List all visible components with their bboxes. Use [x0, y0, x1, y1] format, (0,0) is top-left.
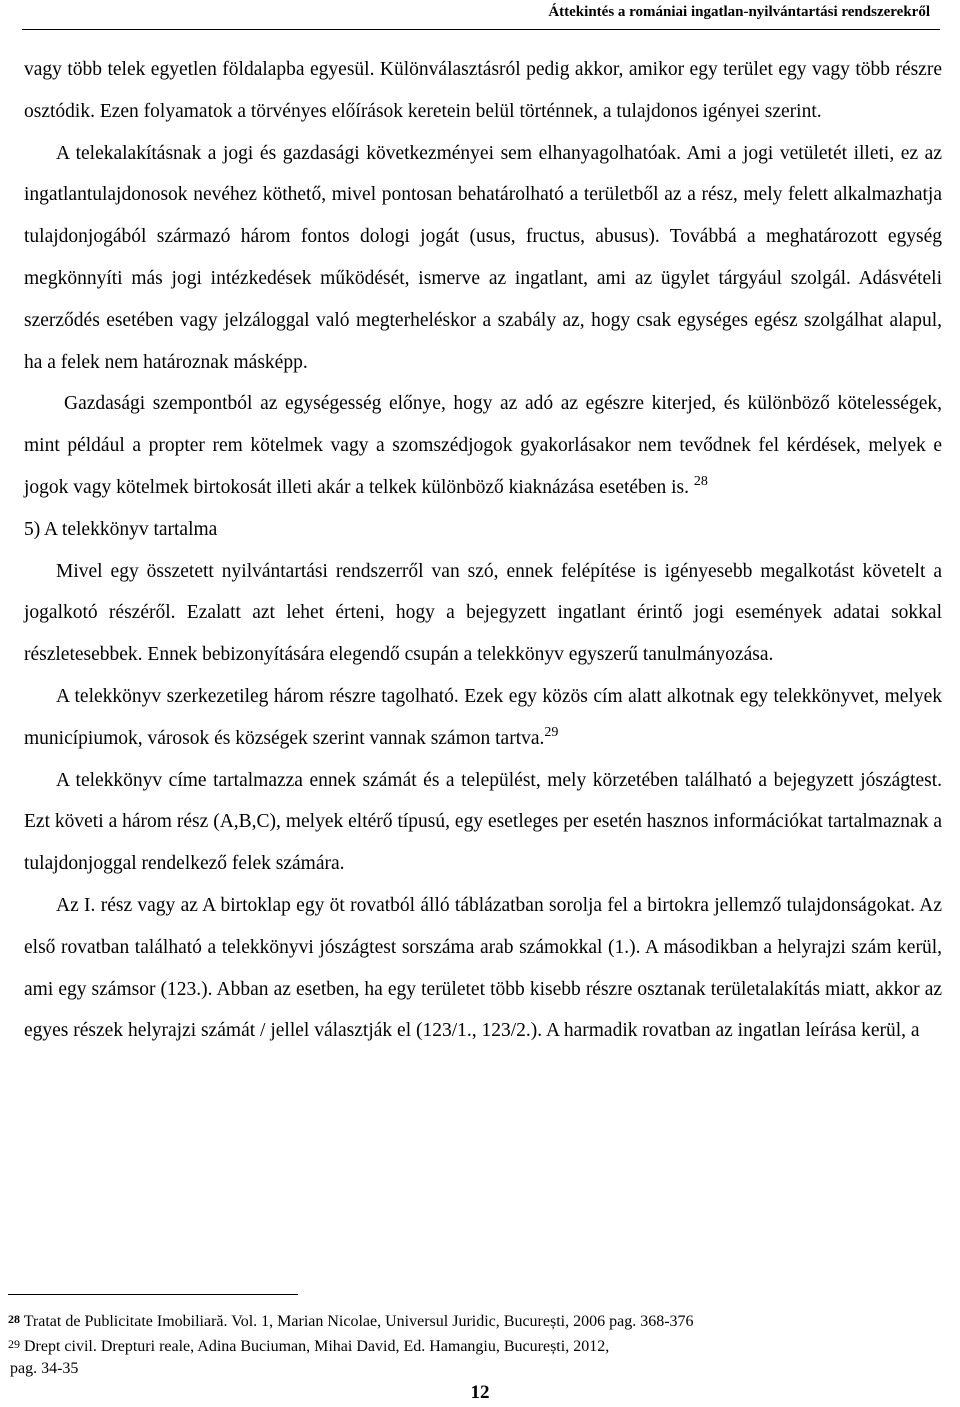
footnote: [8, 1333, 948, 1358]
main-text: [24, 49, 942, 1052]
page-number: 12: [470, 1382, 490, 1403]
footnote-text: Drept civil. Drepturi reale, Adina Buciuman, Mihai David, Ed. Hamangiu, București, 2012,: [24, 1338, 610, 1355]
paragraph: Az I. rész vagy az A birtoklap egy öt rovatból álló táblázatban sorolja fel a birtokra jellemző tulajdonságokat. Az első rovatban található a telekkönyvi jószágtest sorszáma arab számokkal (1.). A másodikban a helyrajzi szám kerül, ami egy számsor (123.). Abban az esetben, ha egy területet több kisebb részre osztanak területalakítás miatt, akkor az egyes részek helyrajzi számát / jellel választják el (123/1., 123/2.). A harmadik rovatban az ingatlan leírása kerül, a: [24, 894, 942, 1042]
running-header: Áttekintés a romániai ingatlan-nyilvántartási rendszerekről: [548, 4, 930, 20]
footnote-number: 28: [8, 1312, 20, 1326]
paragraph-text: Gazdasági szempontból az egységesség előnye, hogy az adó az egészre kiterjed, és különböző kötelességek, mint például a propter rem kötelmek vagy a szomszédjogok gyakorlásakor nem tevődnek fel kérdések, melyek e jogok vagy kötelmek birtokosát illeti akár a telkek különböző kiaknázása esetében is.: [24, 393, 942, 498]
paragraph-text: A telekkönyv szerkezetileg három részre tagolható. Ezek egy közös cím alatt alkotnak egy telekkönyvet, melyek municípiumok, városok és községek szerint vannak számon tartva.: [24, 685, 942, 749]
header-rule: [22, 29, 940, 30]
footnotes: [8, 1308, 948, 1380]
paragraph: [24, 383, 942, 508]
section-heading: 5) A telekkönyv tartalma: [24, 518, 218, 540]
footnote-ref: 29: [544, 724, 559, 740]
paragraph: vagy több telek egyetlen földalapba egyesül. Különválasztásról pedig akkor, amikor egy terület egy vagy több részre osztódik. Ezen folyamatok a törvényes előírások keretein belül történnek, a tulajdonos igényei szerint.: [24, 59, 942, 122]
paragraph: [24, 676, 942, 760]
footnote: [8, 1308, 948, 1333]
paragraph: A telekkönyv címe tartalmazza ennek számát és a települést, mely körzetében található a bejegyzett jószágtest. Ezt követi a három rész (A,B,C), melyek eltérő típusú, egy esetleges per esetén hasznos információkat tartalmaznak a tulajdonjoggal rendelkező felek számára.: [24, 769, 942, 875]
footnote-rule: [8, 1294, 298, 1295]
footnote-continuation: pag. 34-35: [10, 1360, 79, 1377]
footnote-number: 29: [8, 1337, 20, 1351]
footnote-ref: 28: [693, 473, 708, 489]
paragraph: Mivel egy összetett nyilvántartási rendszerről van szó, ennek felépítése is igényesebb megalkotást követelt a jogalkotó részéről. Ezalatt azt lehet érteni, hogy a bejegyzett ingatlant érintő jogi események adatai sokkal részletesebbek. Ennek bebizonyítására elegendő csupán a telekkönyv egyszerű tanulmányozása.: [24, 560, 942, 666]
footnote-text: Tratat de Publicitate Imobiliară. Vol. 1, Marian Nicolae, Universul Juridic, București, 2006 pag. 368-376: [23, 1313, 694, 1330]
paragraph: A telekalakításnak a jogi és gazdasági következményei sem elhanyagolhatóak. Ami a jogi vetületét illeti, ez az ingatlantulajdonosok nevéhez köthető, mivel pontosan behatárolható a területből az a rész, mely felett alkalmazhatja tulajdonjogából származó három fontos dologi jogát (usus, fructus, abusus). Továbbá a meghatározott egység megkönnyíti más jogi intézkedések működését, ismerve az ingatlant, ami az ügylet tárgyául szolgál. Adásvételi szerződés esetében vagy jelzáloggal való megterheléskor a szabály az, hogy csak egységes egész szolgálhat alapul, ha a felek nem határoznak másképp.: [24, 142, 942, 373]
